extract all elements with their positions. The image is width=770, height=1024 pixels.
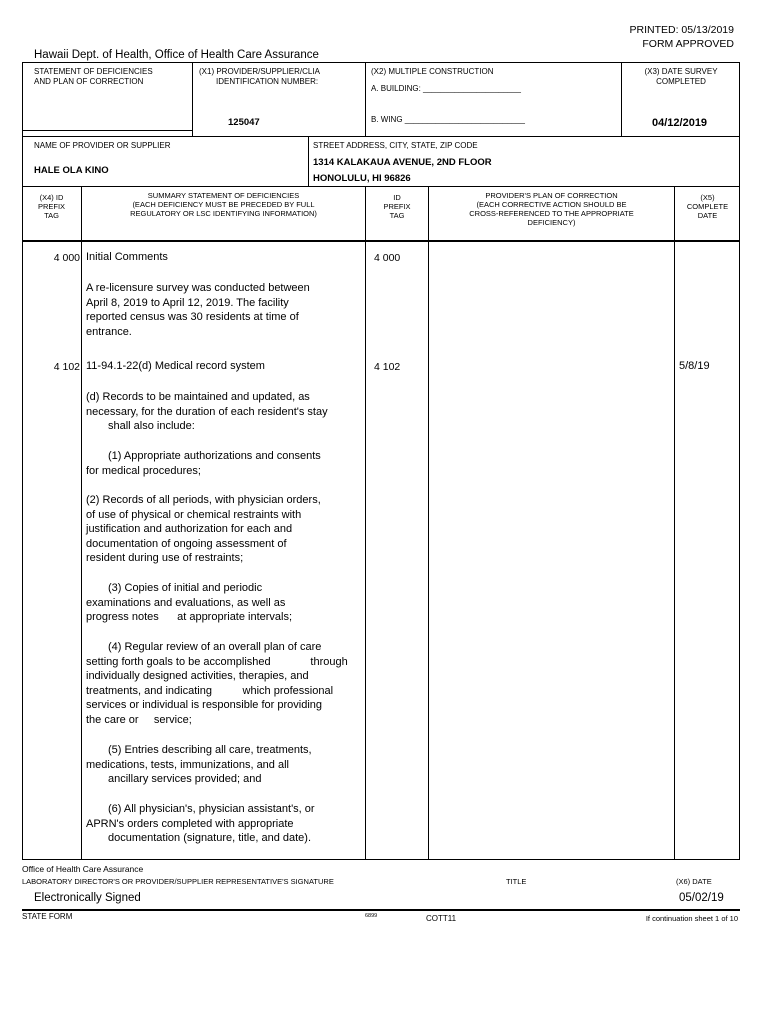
building-field: A. BUILDING: ______________________ (371, 84, 521, 93)
entry-id-tag: 4 102 (374, 361, 401, 373)
continuation-sheet: If continuation sheet 1 of 10 (645, 914, 738, 923)
regulation-paragraph: (3) Copies of initial and periodic examinations and evaluations, as well as progress notes at appropriate intervals; (86, 582, 293, 624)
regulation-paragraph: (1) Appropriate authorizations and consents for medical procedures; (86, 450, 321, 477)
x6-date-label: (X6) DATE (676, 877, 712, 886)
title-label: TITLE (506, 877, 527, 886)
printed-date: PRINTED: 05/13/2019 (629, 24, 734, 36)
form-approved: FORM APPROVED (642, 38, 734, 50)
signature-label: LABORATORY DIRECTOR'S OR PROVIDER/SUPPLIER REPRESENTATIVE'S SIGNATURE (22, 877, 334, 886)
col-summary-header: SUMMARY STATEMENT OF DEFICIENCIES (EACH DEFICIENCY MUST BE PRECEDED BY FULL REGULATORY OR LSC IDENTIFYING INFORMATION) (130, 191, 317, 218)
col-id-header: ID PREFIX TAG (383, 193, 411, 220)
signature-date: 05/02/19 (679, 892, 724, 904)
form-code: 6899 (365, 913, 378, 919)
address-line-1: 1314 KALAKAUA AVENUE, 2ND FLOOR (313, 157, 492, 168)
address-label: STREET ADDRESS, CITY, STATE, ZIP CODE (313, 141, 478, 150)
regulation-paragraph: (6) All physician's, physician assistant's, or APRN's orders completed with appropriate documentation (signature, title, and date). (86, 803, 315, 845)
provider-id-number: 125047 (228, 117, 260, 128)
x1-label: (X1) PROVIDER/SUPPLIER/CLIA IDENTIFICATION NUMBER: (199, 67, 320, 86)
statement-label: STATEMENT OF DEFICIENCIES AND PLAN OF CORRECTION (34, 67, 153, 86)
entry-prefix-tag: 4 000 (53, 252, 80, 264)
provider-name-label: NAME OF PROVIDER OR SUPPLIER (34, 141, 171, 150)
state-form-label: STATE FORM (22, 912, 73, 921)
col-x5-header: (X5) COMPLETE DATE (686, 193, 729, 220)
office-name: Office of Health Care Assurance (22, 864, 144, 874)
regulation-paragraph: (4) Regular review of an overall plan of care setting forth goals to be accomplished through individually designed activities, therapies, and treatments, and indicating which professional services or individual is responsible for providing the care or service; (86, 641, 348, 726)
col-plan-header: PROVIDER'S PLAN OF CORRECTION (EACH CORRECTIVE ACTION SHOULD BE CROSS-REFERENCED TO THE APPROPRIATE DEFICIENCY) (469, 191, 634, 227)
event-id: COTT11 (426, 914, 457, 923)
entry-title: Initial Comments (86, 251, 168, 263)
survey-date-value: 04/12/2019 (652, 117, 708, 129)
regulation-paragraph: (2) Records of all periods, with physician orders, of use of physical or chemical restraints with justification and authorization for each and documentation of ongoing assessment of resident during use of restraints; (86, 494, 321, 565)
survey-date-label: (X3) DATE SURVEY COMPLETED (644, 67, 718, 86)
col-x4-header: (X4) ID PREFIX TAG (37, 193, 66, 220)
entry-prefix-tag: 4 102 (53, 361, 80, 373)
regulation-paragraph: (5) Entries describing all care, treatments, medications, tests, immunizations, and all ancillary services provided; and (86, 744, 312, 786)
wing-field: B. WING ___________________________ (371, 115, 525, 124)
regulation-paragraph: (d) Records to be maintained and updated, as necessary, for the duration of each resident's stay shall also include: (86, 391, 328, 433)
entry-id-tag: 4 000 (374, 252, 401, 264)
completion-date: 5/8/19 (679, 360, 710, 372)
entry-title: 11-94.1-22(d) Medical record system (86, 360, 265, 372)
provider-name: HALE OLA KINO (34, 165, 109, 176)
multiple-construction-label: (X2) MULTIPLE CONSTRUCTION (371, 67, 494, 76)
address-line-2: HONOLULU, HI 96826 (313, 173, 411, 184)
summary-paragraph: A re-licensure survey was conducted between April 8, 2019 to April 12, 2019. The facility reported census was 30 residents at time of entrance. (86, 282, 310, 338)
signature-value: Electronically Signed (34, 892, 141, 904)
agency-name: Hawaii Dept. of Health, Office of Health Care Assurance (34, 49, 319, 61)
